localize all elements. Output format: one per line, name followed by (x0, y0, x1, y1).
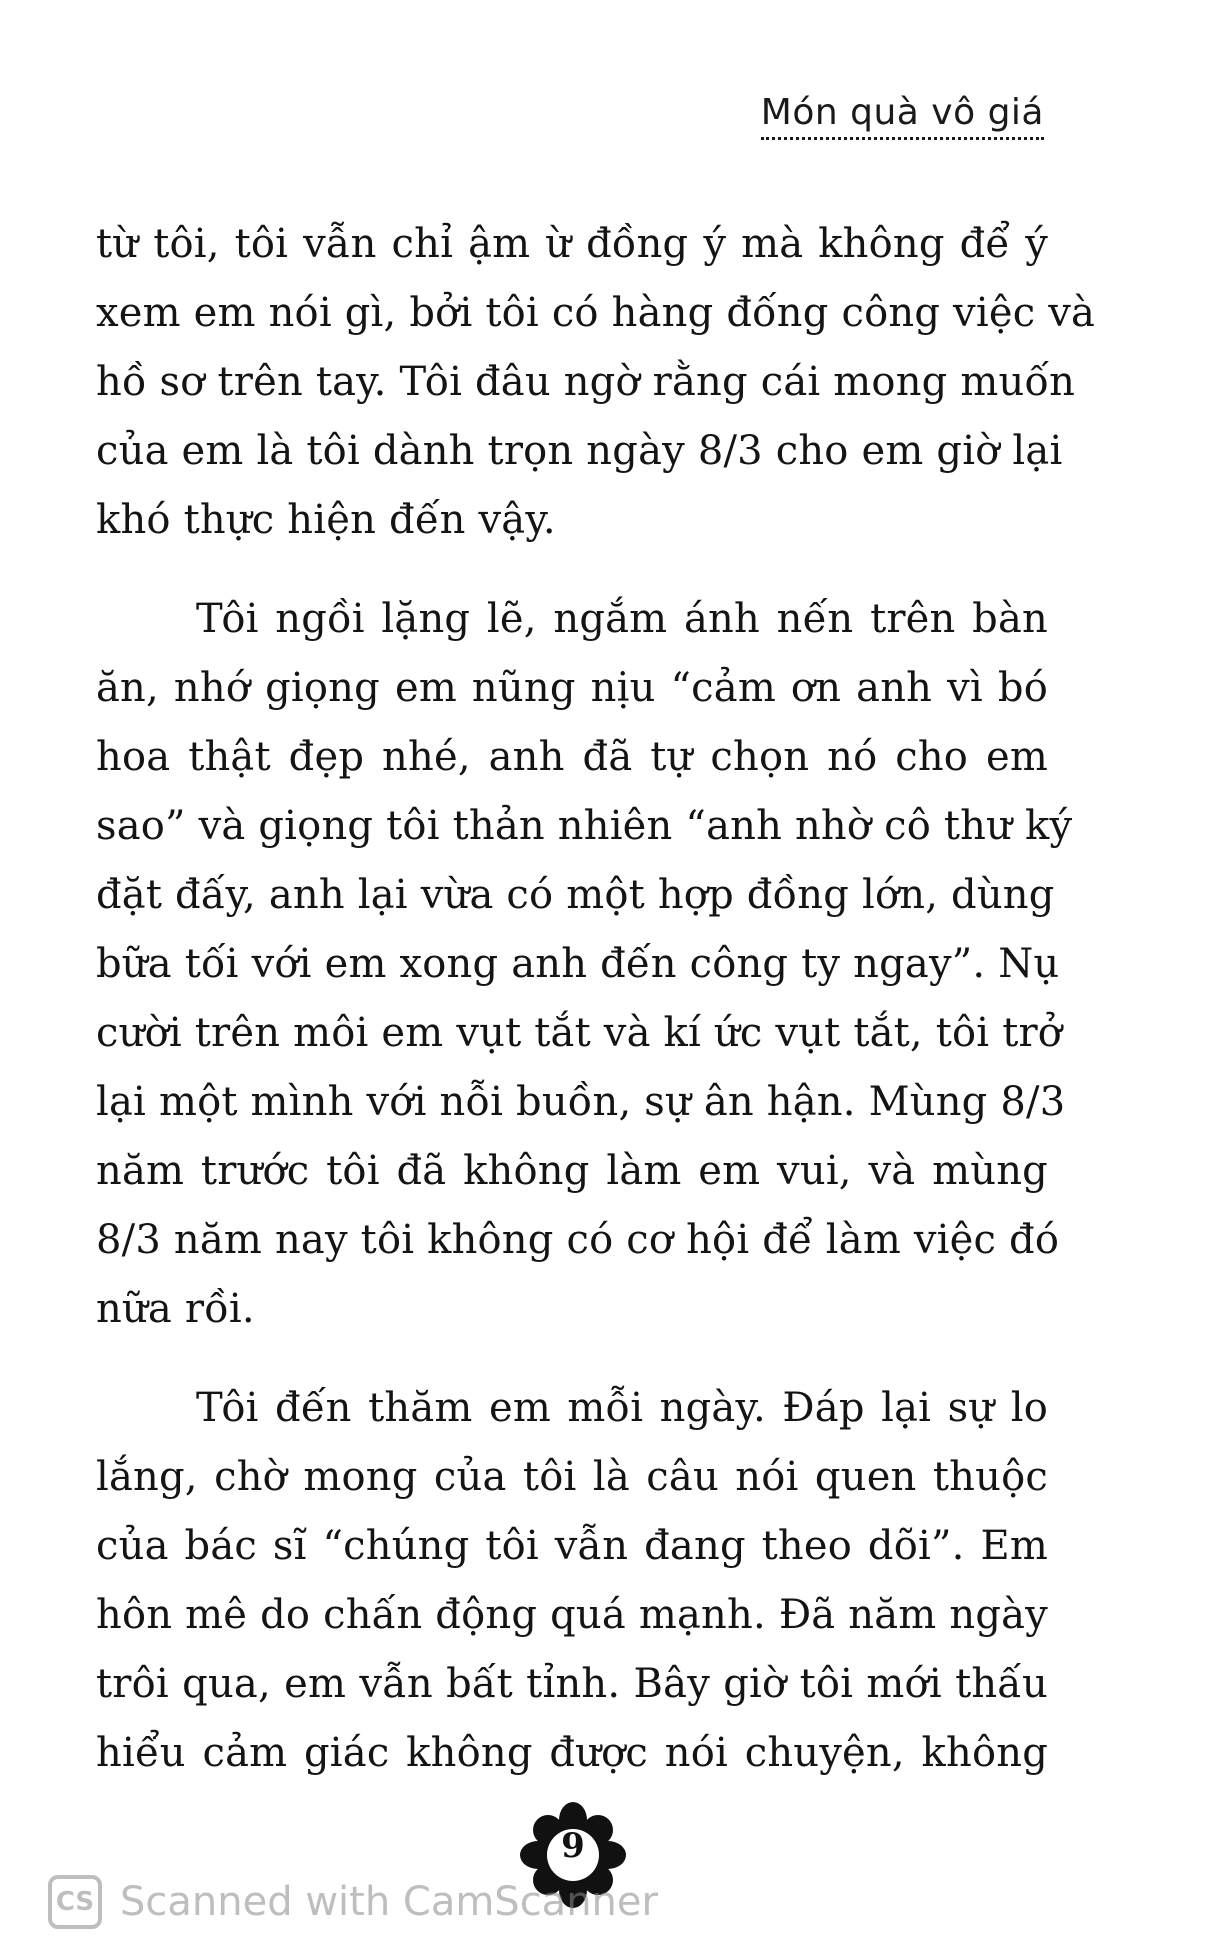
scanner-watermark (48, 1872, 658, 1932)
text-line: nữa rồi. (96, 1286, 255, 1332)
text-line: khó thực hiện đến vậy. (96, 497, 556, 543)
watermark-text: Scanned with CamScanner (120, 1879, 658, 1925)
paragraph-3 (96, 1374, 1048, 1788)
text-line: năm trước tôi đã không làm em vui, và mùng (96, 1148, 1048, 1194)
paragraph-2 (96, 585, 1073, 1344)
text-line: Tôi ngồi lặng lẽ, ngắm ánh nến trên bàn (196, 596, 1048, 642)
text-line: 8/3 năm nay tôi không có cơ hội để làm việc đó (96, 1217, 1060, 1263)
text-line: Tôi đến thăm em mỗi ngày. Đáp lại sự lo (196, 1385, 1048, 1431)
text-line: của em là tôi dành trọn ngày 8/3 cho em giờ lại (96, 428, 1063, 474)
page-number: 9 (561, 1826, 585, 1866)
text-line: trôi qua, em vẫn bất tỉnh. Bây giờ tôi mới thấu (96, 1661, 1048, 1707)
text-line: cười trên môi em vụt tắt và kí ức vụt tắt, tôi trở (96, 1010, 1063, 1056)
text-line: xem em nói gì, bởi tôi có hàng đống công việc và (96, 290, 1096, 336)
text-line: lại một mình với nỗi buồn, sự ân hận. Mùng 8/3 (96, 1079, 1066, 1125)
paragraph-1 (96, 210, 1096, 555)
text-line: lắng, chờ mong của tôi là câu nói quen thuộc (96, 1454, 1048, 1500)
text-line: ăn, nhớ giọng em nũng nịu “cảm ơn anh vì bó (96, 665, 1048, 711)
text-line: hôn mê do chấn động quá mạnh. Đã năm ngày (96, 1592, 1048, 1638)
camscanner-logo-icon: CS (48, 1875, 102, 1929)
text-line: hồ sơ trên tay. Tôi đâu ngờ rằng cái mong muốn (96, 359, 1076, 405)
text-line: bữa tối với em xong anh đến công ty ngay”. Nụ (96, 941, 1060, 987)
text-line: sao” và giọng tôi thản nhiên “anh nhờ cô thư ký (96, 803, 1073, 849)
text-line: của bác sĩ “chúng tôi vẫn đang theo dõi”. Em (96, 1523, 1048, 1569)
running-header: Món quà vô giá (761, 92, 1044, 140)
text-line: đặt đấy, anh lại vừa có một hợp đồng lớn, dùng (96, 872, 1055, 918)
text-line: từ tôi, tôi vẫn chỉ ậm ừ đồng ý mà không để ý (96, 221, 1048, 267)
body-text (96, 210, 1096, 1818)
text-line: hoa thật đẹp nhé, anh đã tự chọn nó cho em (96, 734, 1048, 780)
text-line: hiểu cảm giác không được nói chuyện, không (96, 1730, 1048, 1776)
